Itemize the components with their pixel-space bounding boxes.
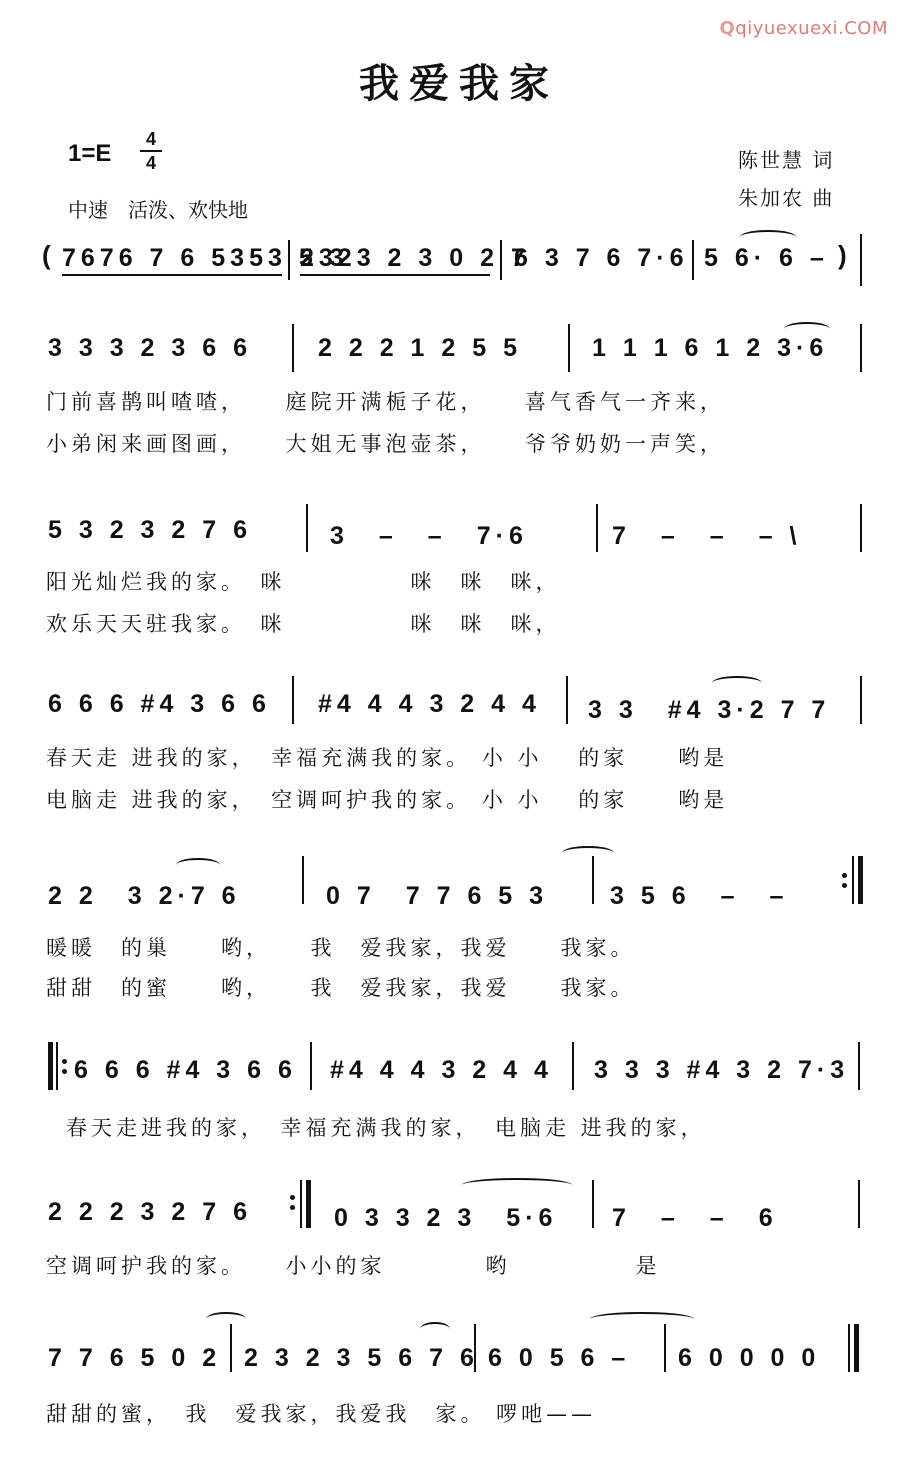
measure: 2 2 2 3 2 7 6 [48,1198,253,1226]
barline [592,856,594,904]
barline [566,676,568,724]
underline-beam [300,274,490,276]
end-repeat-barline [306,1180,311,1228]
slur-mark [562,846,614,860]
tie-mark [740,230,796,244]
lyric-verse-1: 暖暖 的巢 哟， 我 爱我家，我爱 我家。 [46,936,636,960]
lyric-line: 甜甜的蜜， 我 爱我家，我爱我 家。 啰吔—— [46,1402,597,1426]
prelude-measure-4: 5 6· 6 – [704,244,829,272]
barline [860,324,862,372]
slur-mark [712,676,762,690]
lyric-verse-2: 电脑走 进我的家， 空调呵护我的家。 小 小 的家 哟是 [46,788,729,812]
barline [596,504,598,552]
barline [858,1042,860,1090]
prelude-open-paren: ( [42,240,51,270]
barline [500,240,502,280]
start-repeat-barline [48,1042,53,1090]
measure: 7 7 6 5 0 2 [48,1344,222,1372]
prelude-measure-1: 7676 7 6 5353 5 3 [62,244,349,272]
lyric-verse-1: 阳光灿烂我的家。 咪 咪 咪 咪， [46,570,561,594]
prelude-measure-2: 2323 2 3 0 2 7 [300,244,530,272]
lyricist-credit: 陈世慧 词 [738,148,835,172]
measure: 5 3 2 3 2 7 6 [48,516,253,544]
slur-mark [176,858,220,872]
measure: #4 4 4 3 2 4 4 [318,690,541,718]
measure: 2 3 2 3 5 6 7 6 [244,1344,479,1372]
measure: 3 3 3 2 3 6 6 [48,334,253,362]
underline-beam [62,274,282,276]
composer-credit: 朱加农 曲 [738,186,835,210]
measure: 3 3 3 #4 3 2 7·3 [594,1056,850,1084]
repeat-dots [290,1190,295,1215]
slur-mark [784,322,830,336]
measure: 2 2 2 1 2 5 5 [318,334,523,362]
measure: 1 1 1 6 1 2 3·6 [592,334,829,362]
barline [860,234,862,286]
song-title: 我爱我家 [359,61,559,107]
barline [858,1180,860,1228]
repeat-dots [842,868,847,893]
tie-mark [590,1312,694,1326]
lyric-verse-1: 门前喜鹊叫喳喳， 庭院开满栀子花， 喜气香气一齐来， [46,390,725,414]
lyric-line: 春天走进我的家， 幸福充满我的家， 电脑走 进我的家， [66,1116,706,1140]
prelude-close-paren: ) [838,240,847,270]
end-repeat-barline [858,856,863,904]
barline [692,240,694,280]
tempo-marking: 中速 活泼、欢快地 [68,198,248,222]
measure: 0 7 7 7 6 5 3 [326,882,549,910]
measure: 6 6 6 #4 3 6 6 [74,1056,297,1084]
prelude-measure-3: 6 3 7 6 7·6 [514,244,689,272]
measure: 7 – – 6 [612,1204,778,1232]
barline [306,504,308,552]
barline [292,324,294,372]
measure: 3 3 #4 3·2 7 7 [588,696,831,724]
measure: 3 5 6 – – [610,882,789,910]
lyric-verse-2: 甜甜 的蜜 哟， 我 爱我家，我爱 我家。 [46,976,636,1000]
lyric-verse-2: 欢乐天天驻我家。 咪 咪 咪 咪， [46,612,561,636]
lyric-verse-1: 春天走 进我的家， 幸福充满我的家。 小 小 的家 哟是 [46,746,729,770]
measure: 6 6 6 #4 3 6 6 [48,690,271,718]
slur-mark [420,1322,450,1336]
barline [288,240,290,280]
slur-mark [206,1312,246,1326]
barline [56,1042,58,1090]
time-signature-bottom: 4 [140,150,162,174]
measure: #4 4 4 3 2 4 4 [330,1056,553,1084]
measure: 7 – – – \ [612,522,802,550]
barline [860,504,862,552]
barline [474,1324,476,1372]
watermark: Qqiyuexuexi.COM [719,18,888,39]
measure: 2 2 3 2·7 6 [48,882,241,910]
barline [572,1042,574,1090]
barline [664,1324,666,1372]
barline [568,324,570,372]
lyric-verse-2: 小弟闲来画图画， 大姐无事泡壶茶， 爷爷奶奶一声笑， [46,432,725,456]
time-signature-top: 4 [145,129,156,149]
repeat-dots [62,1054,67,1079]
barline [852,856,854,904]
barline [230,1324,232,1372]
lyric-line: 空调呵护我的家。 小小的家 哟 是 [46,1254,661,1278]
barline [310,1042,312,1090]
barline [300,1180,302,1228]
barline [592,1180,594,1228]
measure: 3 – – 7·6 [330,522,528,550]
measure: 6 0 0 0 0 [678,1344,821,1372]
final-barline [854,1324,859,1372]
barline [292,676,294,724]
barline [860,676,862,724]
measure: 0 3 3 2 3 5·6 [334,1204,558,1232]
key-signature: 1=E [68,140,112,167]
measure: 6 0 5 6 – [488,1344,631,1372]
slur-mark [462,1178,572,1192]
barline [302,856,304,904]
barline [848,1324,850,1372]
time-signature [140,128,162,174]
